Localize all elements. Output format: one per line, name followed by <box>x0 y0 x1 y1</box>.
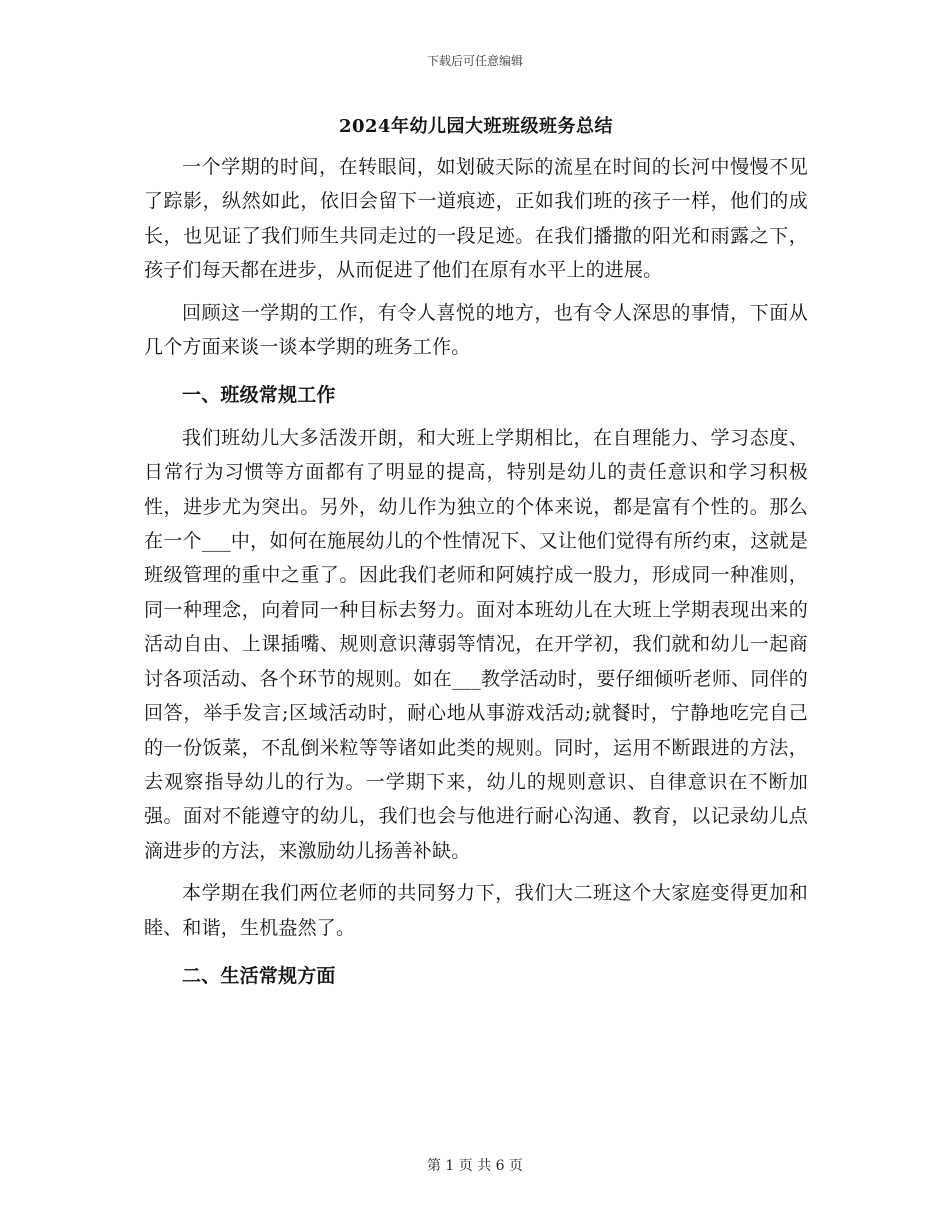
section-heading-daily-life: 二、生活常规方面 <box>182 964 336 987</box>
document-title: 2024年幼儿园大班班级班务总结 <box>338 116 614 137</box>
page-number-indicator: 第 1 页 共 6 页 <box>426 1158 524 1174</box>
page-header-note: 下载后可任意编辑 <box>426 54 523 68</box>
document-body <box>144 112 808 993</box>
section-heading-class-routine: 一、班级常规工作 <box>182 384 336 407</box>
intro-paragraph-1: 一个学期的时间，在转眼间，如划破天际的流星在时间的长河中慢慢不见了踪影，纵然如此，依旧会留下一道痕迹，正如我们班的孩子一样，他们的成长，也见证了我们师生共同走过的一段足迹。在我们播撒的阳光和雨露之下，孩子们每天都在进步，从而促进了他们在原有水平上的进展。 <box>144 156 808 282</box>
section1-paragraph-1: 我们班幼儿大多活泼开朗，和大班上学期相比，在自理能力、学习态度、日常行为习惯等方面都有了明显的提高，特别是幼儿的责任意识和学习积极性，进步尤为突出。另外，幼儿作为独立的个体来说，都是富有个性的。那么在一个___中，如何在施展幼儿的个性情况下、又让他们觉得有所约束，这就是班级管理的重中之重了。因此我们老师和阿姨拧成一股力，形成同一种准则，同一种理念，向着同一种目标去努力。面对本班幼儿在大班上学期表现出来的活动自由、上课插嘴、规则意识薄弱等情况，在开学初，我们就和幼儿一起商讨各项活动、各个环节的规则。如在___教学活动时，要仔细倾听老师、同伴的回答，举手发言;区域活动时，耐心地从事游戏活动;就餐时，宁静地吃完自己的一份饭菜，不乱倒米粒等等诸如此类的规则。同时，运用不断跟进的方法，去观察指导幼儿的行为。一学期下来，幼儿的规则意识、自律意识在不断加强。面对不能遵守的幼儿，我们也会与他进行耐心沟通、教育，以记录幼儿点滴进步的方法，来激励幼儿扬善补缺。 <box>144 426 808 862</box>
section1-paragraph-2: 本学期在我们两位老师的共同努力下，我们大二班这个大家庭变得更加和睦、和谐，生机盎然了。 <box>144 882 808 939</box>
intro-paragraph-2: 回顾这一学期的工作，有令人喜悦的地方，也有令人深思的事情，下面从几个方面来谈一谈本学期的班务工作。 <box>144 301 808 359</box>
